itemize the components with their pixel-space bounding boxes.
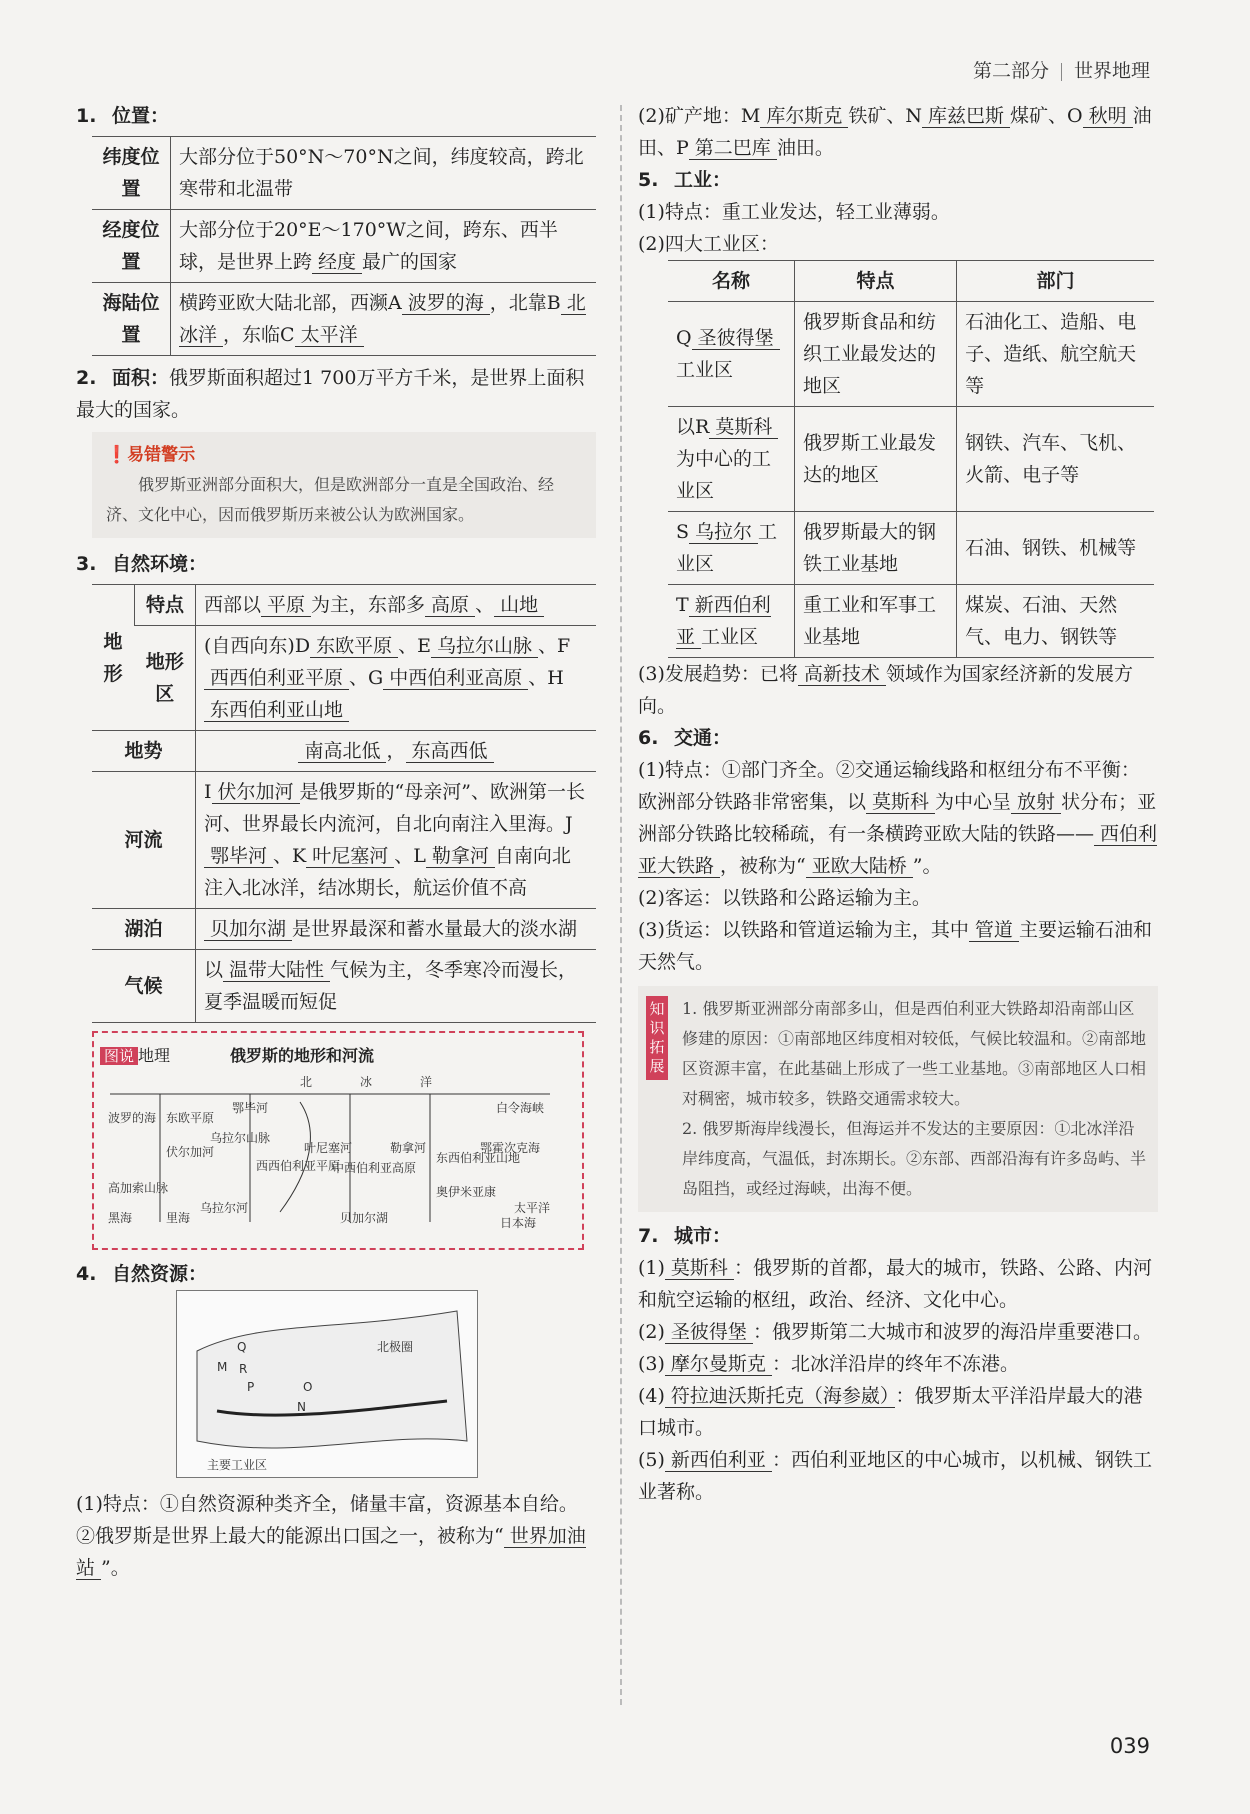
section-number: 7. <box>638 1225 659 1247</box>
answer-blank: 经度 <box>312 251 362 274</box>
map-label: 高加索山脉 <box>108 1181 169 1195</box>
section-title: 城市： <box>674 1225 732 1247</box>
row-label: 经度位置 <box>92 210 171 283</box>
map-label: 波罗的海 <box>108 1111 157 1125</box>
text-fragment: 主要运输石油和天然气。 <box>638 919 1152 973</box>
answer-blank: 叶尼塞河 <box>306 845 394 868</box>
text-fragment: I <box>204 781 212 803</box>
answer-blank: 东西伯利亚山地 <box>204 699 349 722</box>
answer-blank: 山地 <box>494 594 544 617</box>
city-item <box>638 1380 1158 1444</box>
row-text: 大部分位于50°N～70°N之间，纬度较高，跨北寒带和北温带 <box>171 137 597 210</box>
city-item <box>638 1444 1158 1508</box>
left-column <box>76 100 596 1584</box>
text-fragment: ：俄罗斯第二大城市和波罗的海沿岸重要港口。 <box>752 1321 1152 1343</box>
table-cell: 石油、钢铁、机械等 <box>957 512 1154 585</box>
text-fragment: 是世界最深和蓄水量最大的淡水湖 <box>292 918 578 940</box>
map-label: 乌拉尔河 <box>200 1201 249 1215</box>
warning-title-text: 易错警示 <box>127 445 196 465</box>
answer-blank: 东欧平原 <box>310 635 398 658</box>
section-number: 2. <box>76 367 97 389</box>
row-label: 海陆位置 <box>92 283 171 356</box>
text-fragment: ”。 <box>912 855 942 877</box>
map-caption: 主要工业区 <box>207 1458 268 1472</box>
table-row <box>668 302 1154 407</box>
text-fragment: (5) <box>638 1449 665 1471</box>
table-cell: 重工业和军事工业基地 <box>795 585 957 658</box>
row-label: 河流 <box>92 772 196 909</box>
row-text <box>196 731 597 772</box>
answer-blank: 东高西低 <box>406 740 494 763</box>
resources-feature <box>76 1488 596 1584</box>
text-fragment: ：西伯利亚地区的中心城市，以机械、钢铁工业著称。 <box>638 1449 1152 1503</box>
development-trend <box>638 658 1158 722</box>
map-label: 鄂毕河 <box>232 1101 269 1115</box>
row-label: 湖泊 <box>92 909 196 950</box>
section-number: 6. <box>638 727 659 749</box>
terrain-river-diagram <box>100 1072 566 1232</box>
answer-blank: 新西伯利亚 <box>676 594 771 648</box>
table-row <box>92 626 596 731</box>
text-fragment: 煤矿、O <box>1010 105 1083 127</box>
table-row <box>92 585 596 626</box>
passenger-transport: (2)客运：以铁路和公路运输为主。 <box>638 887 931 909</box>
answer-blank: 平原 <box>261 594 311 617</box>
table-row <box>92 909 596 950</box>
section-number: 1. <box>76 105 97 127</box>
area-text: 俄罗斯面积超过1 700万平方千米，是世界上面积最大的国家。 <box>76 367 585 421</box>
answer-blank: 莫斯科 <box>866 791 935 814</box>
answer-blank: 乌拉尔山脉 <box>431 635 538 658</box>
answer-blank: 太平洋 <box>295 324 364 347</box>
column-header: 名称 <box>668 261 795 302</box>
map-label: N <box>297 1400 306 1414</box>
row-text <box>196 909 597 950</box>
text-fragment: (1)特点：①自然资源种类齐全，储量丰富，资源基本自给。②俄罗斯是世界上最大的能源出口国之一，被称为“ <box>76 1493 578 1547</box>
table-cell: 俄罗斯工业最发达的地区 <box>795 407 957 512</box>
text-fragment: ， <box>386 740 406 762</box>
map-label: 北极圈 <box>377 1340 414 1354</box>
text-fragment: 、K <box>273 845 307 867</box>
text-fragment: 为中心呈 <box>935 791 1012 813</box>
row-text <box>196 772 597 909</box>
city-item <box>638 1348 1158 1380</box>
text-fragment: 以R <box>676 416 710 438</box>
table-cell <box>668 302 795 407</box>
map-label: 冰 <box>360 1075 373 1089</box>
table-cell: 钢铁、汽车、飞机、火箭、电子等 <box>957 407 1154 512</box>
row-label: 地形区 <box>135 626 196 731</box>
map-label: Q <box>237 1340 247 1354</box>
table-row <box>668 512 1154 585</box>
table-row <box>92 283 596 356</box>
answer-blank: 西西伯利亚平原 <box>204 667 349 690</box>
map-label: 西西伯利亚平原 <box>256 1159 341 1173</box>
map-label: 叶尼塞河 <box>304 1141 353 1155</box>
section-area <box>76 362 596 426</box>
warning-title <box>106 440 582 470</box>
table-row <box>92 950 596 1023</box>
section-cities-heading <box>638 1220 1158 1252</box>
extension-item: 1. 俄罗斯亚洲部分南部多山，但是西伯利亚大铁路却沿南部山区修建的原因：①南部地区纬度相对较低，气候比较温和。②南部地区资源丰富，在此基础上形成了一些工业基地。③南部地区人口相对稠密，城市较多，铁路交通需求较大。 <box>682 999 1147 1108</box>
answer-blank: 波罗的海 <box>402 292 490 315</box>
map-header <box>100 1039 576 1072</box>
text-fragment: ：俄罗斯的首都，最大的城市，铁路、公路、内河和航空运输的枢纽，政治、经济、文化中心。 <box>638 1257 1152 1311</box>
text-fragment: 、L <box>394 845 426 867</box>
row-label: 特点 <box>135 585 196 626</box>
answer-blank: 高原 <box>425 594 475 617</box>
section-title: 工业： <box>674 169 732 191</box>
text-fragment: 最广的国家 <box>362 251 458 273</box>
text-fragment: (2)矿产地：M <box>638 105 761 127</box>
row-text <box>171 210 597 283</box>
row-text <box>171 283 597 356</box>
text-fragment: (2) <box>638 1321 665 1343</box>
section-title: 自然环境： <box>112 553 208 575</box>
map-tag-2: 地理 <box>138 1046 171 1065</box>
answer-blank: 北冰洋 <box>179 292 586 346</box>
map-title: 俄罗斯的地形和河流 <box>230 1046 375 1065</box>
text-fragment: ：北冰洋沿岸的终年不冻港。 <box>771 1353 1019 1375</box>
text-fragment: (3) <box>638 1353 665 1375</box>
text-fragment: 状分布；亚洲部分铁路比较稀疏，有一条横跨亚欧大陆的铁路—— <box>638 791 1157 845</box>
section-title: 交通： <box>674 727 732 749</box>
text-fragment: 西部以 <box>204 594 262 616</box>
right-column <box>638 100 1158 1508</box>
map-label: 鄂霍次克海 <box>480 1141 541 1155</box>
section-transport-heading <box>638 722 1158 754</box>
answer-blank: 第二巴库 <box>689 137 777 160</box>
header-separator <box>1061 63 1062 81</box>
industry-areas-label: (2)四大工业区： <box>638 233 779 255</box>
extension-tag: 知识拓展 <box>646 996 668 1080</box>
answer-blank: 乌拉尔 <box>689 521 758 544</box>
map-label: 奥伊米亚康 <box>436 1185 497 1199</box>
text-fragment: Q <box>676 327 692 349</box>
section-number: 5. <box>638 169 659 191</box>
text-fragment: S <box>676 521 690 543</box>
text-fragment: (4) <box>638 1385 665 1407</box>
map-label: 乌拉尔山脉 <box>210 1131 271 1145</box>
text-fragment: 是俄罗斯的“母亲河”、欧洲第一长河、世界最长内流河，自北向南注入里海。J <box>204 781 585 835</box>
section-title: 面积： <box>112 367 170 389</box>
text-fragment: T <box>676 594 689 616</box>
section-title: 自然资源： <box>112 1263 208 1285</box>
answer-blank: 秋明 <box>1083 105 1133 128</box>
text-fragment: 铁矿、N <box>848 105 923 127</box>
section-industry-heading <box>638 164 1158 196</box>
section-number: 4. <box>76 1263 97 1285</box>
column-divider <box>620 105 622 1705</box>
text-fragment: ：俄罗斯太平洋沿岸最大的港口城市。 <box>638 1385 1143 1439</box>
text-fragment: 工业区 <box>701 626 759 648</box>
warning-icon: ❗ <box>106 445 128 465</box>
text-fragment: (3)发展趋势：已将 <box>638 663 798 685</box>
answer-blank: 摩尔曼斯克 <box>665 1353 772 1376</box>
section-number: 3. <box>76 553 97 575</box>
table-row <box>668 585 1154 658</box>
map-label: O <box>303 1380 313 1394</box>
section-location-heading <box>76 100 596 132</box>
row-label: 地势 <box>92 731 196 772</box>
text-fragment: 、E <box>398 635 431 657</box>
answer-blank: 莫斯科 <box>665 1257 734 1280</box>
subject-label: 世界地理 <box>1073 60 1150 82</box>
answer-blank: 库尔斯克 <box>760 105 848 128</box>
table-cell <box>668 512 795 585</box>
map-label: 中西伯利亚高原 <box>332 1161 417 1175</box>
text-fragment: 气候为主，冬季寒冷而漫长，夏季温暖而短促 <box>204 959 578 1013</box>
warning-box <box>92 432 596 538</box>
location-table <box>92 136 596 356</box>
answer-blank: 放射 <box>1011 791 1061 814</box>
answer-blank: 中西伯利亚高原 <box>383 667 528 690</box>
table-row <box>92 210 596 283</box>
column-header: 特点 <box>795 261 957 302</box>
section-resources-heading <box>76 1258 596 1290</box>
text-fragment: 、F <box>537 635 571 657</box>
map-label: P <box>247 1380 255 1394</box>
map-tag: 图说 <box>100 1047 138 1065</box>
text-fragment: ，东临C <box>223 324 295 346</box>
row-text <box>196 950 597 1023</box>
answer-blank: 温带大陆性 <box>223 959 330 982</box>
map-label: 东欧平原 <box>166 1111 215 1125</box>
map-label: 勒拿河 <box>390 1141 427 1155</box>
text-fragment: (1)特点：①部门齐全。②交通运输线路和枢纽分布不平衡：欧洲部分铁路非常密集，以 <box>638 759 1140 813</box>
table-row <box>668 407 1154 512</box>
map-label: 里海 <box>166 1211 191 1225</box>
map-label: 伏尔加河 <box>166 1145 215 1159</box>
text-fragment: 为主，东部多 <box>311 594 426 616</box>
text-fragment: 以 <box>204 959 224 981</box>
answer-blank: 伏尔加河 <box>212 781 300 804</box>
text-fragment: 、G <box>349 667 384 689</box>
section-nature-heading <box>76 548 596 580</box>
table-row <box>92 772 596 909</box>
answer-blank: 西伯利亚大铁路 <box>638 823 1158 877</box>
column-header: 部门 <box>957 261 1154 302</box>
table-cell: 俄罗斯食品和纺织工业最发达的地区 <box>795 302 957 407</box>
answer-blank: 管道 <box>969 919 1019 942</box>
industry-feature: (1)特点：重工业发达，轻工业薄弱。 <box>638 201 950 223</box>
text-fragment: (1) <box>638 1257 665 1279</box>
text-fragment: ，北靠B <box>489 292 561 314</box>
map-label: R <box>239 1362 248 1376</box>
table-cell <box>668 585 795 658</box>
text-fragment: 为中心的工业区 <box>676 448 772 502</box>
map-label: M <box>217 1360 228 1374</box>
table-cell <box>668 407 795 512</box>
answer-blank: 新西伯利亚 <box>665 1449 772 1472</box>
text-fragment: 、H <box>528 667 564 689</box>
text-fragment: 油田、P <box>638 105 1152 159</box>
answer-blank: 贝加尔湖 <box>204 918 292 941</box>
answer-blank: 莫斯科 <box>709 416 778 439</box>
freight-transport <box>638 914 1158 978</box>
text-fragment: 大部分位于20°E～170°W之间，跨东、西半球，是世界上跨 <box>179 219 558 273</box>
map-label: 太平洋 <box>514 1201 551 1215</box>
text-fragment: 自南向北注入北冰洋，结冰期长，航运价值不高 <box>204 845 571 899</box>
answer-blank: 圣彼得堡 <box>665 1321 753 1344</box>
text-fragment: 、 <box>475 594 495 616</box>
answer-blank: 南高北低 <box>298 740 386 763</box>
text-fragment: 工业区 <box>676 359 734 381</box>
text-fragment: ，被称为“ <box>720 855 806 877</box>
table-cell: 煤炭、石油、天然气、电力、钢铁等 <box>957 585 1154 658</box>
answer-blank: 世界加油站 <box>76 1525 586 1579</box>
text-fragment: (自西向东)D <box>204 635 311 657</box>
text-fragment: ”。 <box>101 1557 130 1579</box>
row-label: 气候 <box>92 950 196 1023</box>
resources-map <box>176 1290 478 1478</box>
warning-text: 俄罗斯亚洲部分面积大，但是欧洲部分一直是全国政治、经济、文化中心，因而俄罗斯历来被公认为欧洲国家。 <box>106 475 555 524</box>
text-fragment: (3)货运：以铁路和管道运输为主，其中 <box>638 919 969 941</box>
row-text <box>196 626 597 731</box>
answer-blank: 圣彼得堡 <box>692 327 780 350</box>
row-text <box>196 585 597 626</box>
map-label: 北 <box>300 1075 313 1089</box>
map-label: 贝加尔湖 <box>340 1211 389 1225</box>
text-fragment: 工业区 <box>676 521 778 575</box>
map-label: 黑海 <box>108 1211 133 1225</box>
table-row <box>92 137 596 210</box>
city-item <box>638 1252 1158 1316</box>
answer-blank: 鄂毕河 <box>204 845 273 868</box>
text-fragment: 油田。 <box>776 137 834 159</box>
answer-blank: 高新技术 <box>798 663 886 686</box>
map-label: 日本海 <box>500 1216 537 1230</box>
answer-blank: 勒拿河 <box>426 845 495 868</box>
answer-blank: 亚欧大陆桥 <box>806 855 913 878</box>
text-fragment: 领域作为国家经济新的发展方向。 <box>638 663 1133 717</box>
knowledge-extension-box <box>638 986 1158 1212</box>
table-row <box>92 731 596 772</box>
table-cell: 石油化工、造船、电子、造纸、航空航天等 <box>957 302 1154 407</box>
page-number: 039 <box>1109 1734 1150 1758</box>
row-label: 地形 <box>92 585 135 731</box>
map-label: 洋 <box>420 1075 433 1089</box>
page-header <box>973 56 1150 83</box>
nature-table <box>92 584 596 1023</box>
section-title: 位置： <box>112 105 170 127</box>
answer-blank: 符拉迪沃斯托克（海参崴） <box>665 1385 896 1408</box>
extension-item: 2. 俄罗斯海岸线漫长，但海运并不发达的主要原因：①北冰洋沿岸纬度高，气温低，封冻期长。②东部、西部沿海有许多岛屿、半岛阻挡，或经过海峡，出海不便。 <box>682 1119 1147 1198</box>
industry-table <box>668 260 1154 658</box>
answer-blank: 库兹巴斯 <box>922 105 1010 128</box>
terrain-river-map <box>92 1031 584 1250</box>
part-label: 第二部分 <box>972 60 1049 82</box>
city-item <box>638 1316 1158 1348</box>
row-label: 纬度位置 <box>92 137 171 210</box>
transport-feature <box>638 754 1158 882</box>
map-label: 东西伯利亚山地 <box>436 1151 521 1165</box>
table-cell: 俄罗斯最大的钢铁工业基地 <box>795 512 957 585</box>
text-fragment: 横跨亚欧大陆北部，西濒A <box>179 292 402 314</box>
map-label: 白令海峡 <box>496 1101 545 1115</box>
mineral-sites <box>638 100 1158 164</box>
table-header-row <box>668 261 1154 302</box>
